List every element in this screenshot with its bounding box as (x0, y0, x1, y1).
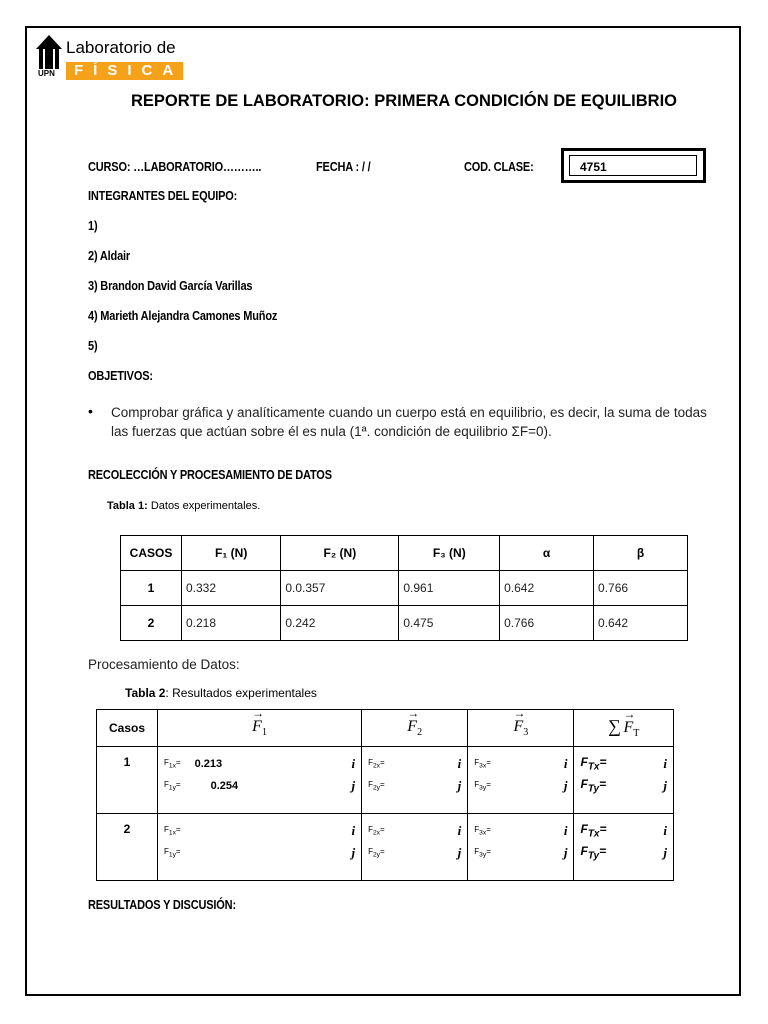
table1-cell: 0.961 (399, 571, 500, 606)
table2-header-row (97, 710, 674, 747)
logo-fisica-text: FÍSICA (66, 62, 183, 80)
team-member: 5) (88, 339, 98, 353)
table1-header-cell: F₃ (N) (399, 536, 500, 571)
table-row (97, 814, 674, 881)
table1-cell: 0.642 (500, 571, 594, 606)
table1-cell: 2 (121, 606, 182, 641)
processing-label: Procesamiento de Datos: (88, 657, 240, 672)
fecha-field: FECHA : / / (316, 160, 371, 174)
table1-cell: 0.0.357 (281, 571, 399, 606)
table2-header-f3: → $F_3$ (468, 710, 574, 747)
table-row (97, 747, 674, 814)
cod-clase-value[interactable]: 4751 (569, 155, 697, 176)
objective-text: Comprobar gráfica y analíticamente cuando un cuerpo está en equilibrio, es decir, la suma de todas las fuerzas que actúan sobre él es nula (1ª. condición de equilibrio ΣF=0). (111, 405, 707, 439)
table1-cell: 0.642 (594, 606, 688, 641)
team-heading: INTEGRANTES DEL EQUIPO: (88, 189, 238, 203)
table2-cell-f2: $F_{2x}=$ i $F_{2y}=$ j (362, 747, 468, 814)
table2-cell-f1: $F_{1x}=$ 0.213 i $F_{1y}=$ 0.254 j (158, 747, 362, 814)
cod-clase-label: COD. CLASE: (464, 160, 534, 174)
table1-header-cell: α (500, 536, 594, 571)
table1-cell: 0.766 (500, 606, 594, 641)
document-title: REPORTE DE LABORATORIO: PRIMERA CONDICIÓN DE EQUILIBRIO (130, 92, 678, 110)
table1-header-cell: β (594, 536, 688, 571)
cod-clase-box (561, 148, 706, 183)
objectives-heading: OBJETIVOS: (88, 369, 153, 383)
table2-case: 1 (97, 747, 158, 814)
table2-header-f2: → $F_2$ (362, 710, 468, 747)
table2-case: 2 (97, 814, 158, 881)
table2-cell-f3: $F_{3x}=$ i $F_{3y}=$ j (468, 814, 574, 881)
team-member: 3) Brandon David García Varillas (88, 279, 253, 293)
table-row (121, 571, 688, 606)
table-row (121, 606, 688, 641)
table2-cell-ft: $F_{Tx}=$ i $F_{Ty}=$ j (574, 814, 674, 881)
table1-cell: 0.332 (182, 571, 281, 606)
team-member: 2) Aldair (88, 249, 131, 263)
team-member: 4) Marieth Alejandra Camones Muñoz (88, 309, 278, 323)
table2-caption: Tabla 2: Resultados experimentales (125, 686, 317, 700)
results-heading: RESULTADOS Y DISCUSIÓN: (88, 898, 236, 912)
logo-upn-text: UPN (38, 69, 55, 78)
f1y-value: 0.254 (210, 780, 239, 792)
bullet-icon: • (88, 403, 93, 419)
table2-cell-ft: $F_{Tx}=$ i $F_{Ty}=$ j (574, 747, 674, 814)
curso-field: CURSO: …LABORATORIO……….. (88, 160, 262, 174)
table1-header-cell: F₂ (N) (281, 536, 399, 571)
table1-header-cell: F₁ (N) (182, 536, 281, 571)
table2-header-sum: ∑ → $F_T$ (574, 710, 674, 747)
f1x-value: 0.213 (194, 758, 223, 770)
logo-lab-text: Laboratorio de (66, 38, 176, 57)
table1-cell: 0.218 (182, 606, 281, 641)
table2-cell-f2: $F_{2x}=$ i $F_{2y}=$ j (362, 814, 468, 881)
table2 (96, 709, 674, 881)
table2-cell-f1: $F_{1x}=$ i $F_{1y}=$ j (158, 814, 362, 881)
table1-header-row (121, 536, 688, 571)
table1-cell: 0.475 (399, 606, 500, 641)
team-member: 1) (88, 219, 98, 233)
table1-caption: Tabla 1: Datos experimentales. (107, 500, 261, 512)
data-section-heading: RECOLECCIÓN Y PROCESAMIENTO DE DATOS (88, 468, 332, 482)
table1 (120, 535, 688, 641)
table2-header-casos: Casos (97, 710, 158, 747)
table1-header-cell: CASOS (121, 536, 182, 571)
table1-cell: 0.766 (594, 571, 688, 606)
table2-header-f1: → $F_1$ (158, 710, 362, 747)
table2-cell-f3: $F_{3x}=$ i $F_{3y}=$ j (468, 747, 574, 814)
table1-cell: 0.242 (281, 606, 399, 641)
table1-cell: 1 (121, 571, 182, 606)
